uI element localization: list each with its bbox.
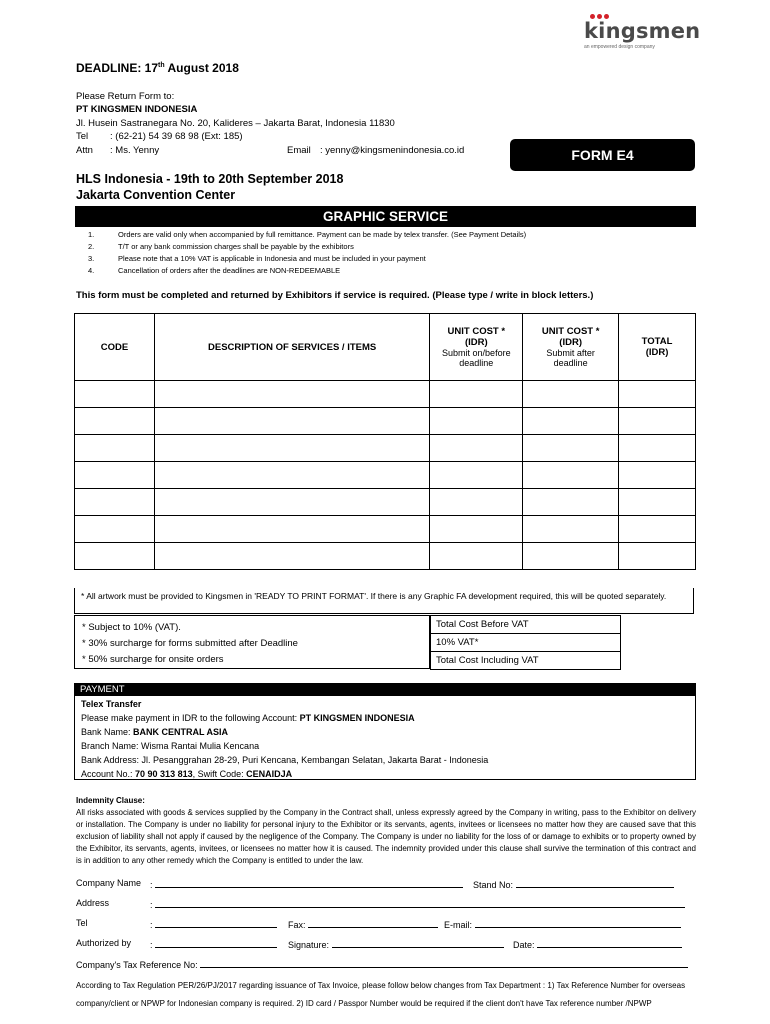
indemnity-clause (76, 795, 696, 867)
table-header-row (75, 314, 696, 381)
table-row[interactable] (75, 462, 696, 489)
indemnity-title: Indemnity Clause: (76, 796, 145, 805)
surcharge-item: * 30% surcharge for forms submitted after Deadline (82, 638, 298, 649)
fax-label: Fax: (288, 918, 438, 930)
logo-wordmark: kingsmen (584, 19, 701, 43)
services-table (74, 313, 696, 570)
tax-ref-label: Company's Tax Reference No: (76, 958, 688, 970)
total-including-vat[interactable]: Total Cost Including VAT (431, 652, 621, 670)
surcharge-item: * 50% surcharge for onsite orders (82, 654, 224, 665)
signature-label: Signature: (288, 938, 504, 950)
payment-branch: Branch Name: Wisma Rantai Mulia Kencana (81, 741, 260, 751)
address-label: Address (76, 898, 110, 908)
surcharge-item: * Subject to 10% (VAT). (82, 622, 181, 633)
event-venue: Jakarta Convention Center (76, 188, 236, 202)
payment-bank: Bank Name: BANK CENTRAL ASIA (81, 727, 229, 737)
return-intro: Please Return Form to: (76, 91, 175, 102)
email-label: Email (287, 145, 311, 156)
note-item: 2. T/T or any bank commission charges shall be payable by the exhibitors (88, 242, 354, 251)
tel-value: : (62-21) 54 39 68 98 (Ext: 185) (110, 131, 243, 142)
form-instruction: This form must be completed and returned by Exhibitors if service is required. (Please type / write in block letters.) (76, 290, 594, 301)
stand-no-input[interactable] (516, 878, 674, 888)
form-id-badge: FORM E4 (510, 139, 695, 171)
signature-input[interactable] (332, 938, 504, 948)
event-name: HLS Indonesia - 19th to 20th September 2018 (76, 172, 344, 186)
note-item: 4. Cancellation of orders after the deadlines are NON-REDEEMABLE (88, 266, 341, 275)
col-unit-cost-after: UNIT COST * (IDR) Submit after deadline (523, 314, 619, 381)
company-name-label: Company Name (76, 878, 142, 888)
date-label: Date: (513, 938, 682, 950)
tel-field-label: Tel (76, 918, 88, 928)
section-title: GRAPHIC SERVICE (75, 206, 696, 227)
payment-account-line: Please make payment in IDR to the following Account: PT KINGSMEN INDONESIA (81, 713, 415, 723)
total-before-vat[interactable]: Total Cost Before VAT (431, 616, 621, 634)
payment-account-number: Account No.: 70 90 313 813, Swift Code: CENAIDJA (81, 769, 293, 779)
col-description: DESCRIPTION OF SERVICES / ITEMS (154, 314, 430, 381)
fax-input[interactable] (308, 918, 438, 928)
date-input[interactable] (537, 938, 682, 948)
footer-line: company/client or NPWP for Indonesian company is required. 2) ID card / Passpor Number would be required if the client don't have Tax reference number /NPWP (76, 999, 652, 1008)
tel-label: Tel (76, 131, 89, 142)
stand-no-label: Stand No: (473, 878, 674, 890)
tax-ref-input[interactable] (200, 958, 688, 968)
table-row[interactable] (75, 381, 696, 408)
col-code: CODE (75, 314, 155, 381)
table-row[interactable] (75, 516, 696, 543)
email-field-label: E-mail: (444, 918, 681, 930)
authorized-label: Authorized by (76, 938, 132, 948)
vat-amount[interactable]: 10% VAT* (431, 634, 621, 652)
col-unit-cost-before: UNIT COST * (IDR) Submit on/before deadline (430, 314, 523, 381)
payment-title: PAYMENT (74, 683, 696, 696)
return-company: PT KINGSMEN INDONESIA (76, 104, 198, 115)
company-logo (584, 14, 701, 50)
logo-tagline: an empowered design company (584, 44, 655, 50)
email-input[interactable] (475, 918, 681, 928)
attn-label: Attn (76, 145, 93, 156)
col-total: TOTAL (IDR) (619, 314, 696, 381)
table-row[interactable] (75, 408, 696, 435)
note-item: 1. Orders are valid only when accompanied by full remittance. Payment can be made by telex transfer. (See Payment Details) (88, 230, 527, 239)
table-row[interactable] (75, 543, 696, 570)
footer-line: According to Tax Regulation PER/26/PJ/2017 regarding issuance of Tax Invoice, please follow below changes from Tax Department : 1) Tax Reference Number for overseas (76, 981, 686, 990)
tel-input[interactable] (155, 918, 277, 928)
payment-bank-address: Bank Address: Jl. Pesanggrahan 28-29, Puri Kencana, Kembangan Selatan, Jakarta Barat - Indonesia (81, 755, 489, 765)
artwork-note: * All artwork must be provided to Kingsmen in 'READY TO PRINT FORMAT'. If there is any Graphic FA development required, this will be quoted separately. (74, 588, 694, 614)
deadline: DEADLINE: 17th August 2018 (76, 61, 239, 75)
order-notes (88, 229, 526, 277)
payment-details (74, 696, 696, 780)
address-input[interactable] (155, 898, 685, 908)
authorized-input[interactable] (155, 938, 277, 948)
return-address: Jl. Husein Sastranegara No. 20, Kalideres – Jakarta Barat, Indonesia 11830 (76, 118, 395, 129)
payment-method: Telex Transfer (81, 699, 142, 709)
company-name-input[interactable] (155, 878, 463, 888)
totals-table (430, 615, 621, 670)
note-item: 3. Please note that a 10% VAT is applicable in Indonesia and must be included in your payment (88, 254, 426, 263)
table-row[interactable] (75, 489, 696, 516)
attn-value: : Ms. Yenny (110, 145, 160, 156)
table-row[interactable] (75, 435, 696, 462)
event-info (76, 171, 343, 203)
tax-footer-note (76, 977, 696, 1013)
surcharge-box (74, 615, 430, 669)
indemnity-text: All risks associated with goods & services supplied by the Company in the Contract shall, unless expressly agreed by the Company in writing, pass to the Exhibitor on delivery or installation. The Company is under no liability for personal injury to the Exhibitor or its servants, agents, invitees or licensees no matter how they are caused save that this exclusion of liability shall not apply if caused by the negligence of the Company. The Company is under no liability for the loss of or damage to exhibits or to property owned by the Exhibitor, its servants, agents, invitees, or licensees no matter how it is caused. The indemnity provided under this clause shall survive the termination of this contract and is in addition to any other remedy which the Company is entitled to under the law. (76, 808, 696, 865)
email-value: : yenny@kingsmenindonesia.co.id (320, 145, 465, 156)
